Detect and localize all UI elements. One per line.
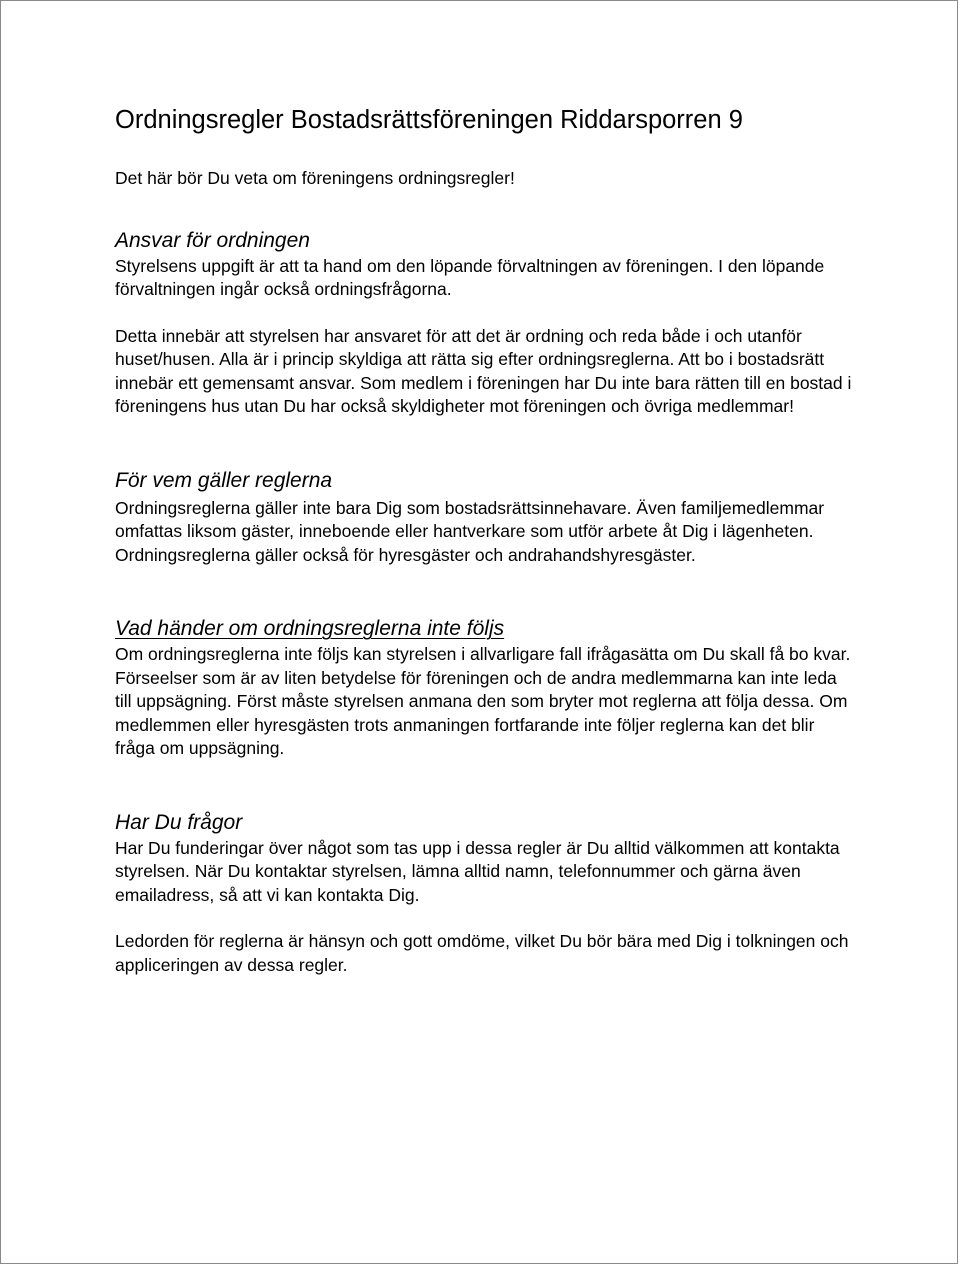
section-heading: Vad händer om ordningsreglerna inte följs	[115, 617, 505, 640]
section-paragraph: Styrelsens uppgift är att ta hand om den löpande förvaltningen av föreningen. I den löpande förvaltningen ingår också ordningsfrågorna.	[115, 255, 825, 299]
section-fragor	[115, 809, 855, 978]
section-paragraph: Detta innebär att styrelsen har ansvaret för att det är ordning och reda både i och utanför huset/husen. Alla är i princip skyldiga att rätta sig efter ordningsreglerna. Att bo i bostadsrätt innebär ett gemensamt ansvar. Som medlem i föreningen har Du inte bara rätten till en bostad i föreningens hus utan Du har också skyldigheter mot föreningen och övriga medlemmar!	[115, 325, 852, 416]
section-paragraph: Om ordningsreglerna inte följs kan styrelsen i allvarligare fall ifrågasätta om Du skall få bo kvar. Förseelser som är av liten betydelse för föreningen och de andra medlemmarna kan inte leda till uppsägning. Först måste styrelsen anmana den som bryter mot reglerna att följa dessa. Om medlemmen eller hyresgästen trots anmaningen fortfarande inte följer reglerna kan det blir fråga om uppsägning.	[115, 644, 851, 758]
section-paragraph: Ordningsreglerna gäller inte bara Dig som bostadsrättsinnehavare. Även familjemedlemmar omfattas liksom gäster, inneboende eller hantverkare som utför arbete åt Dig i lägenheten. Ordningsreglerna gäller också för hyresgäster och andrahandshyresgäster.	[115, 497, 825, 565]
intro-text: Det här bör Du veta om föreningens ordningsregler!	[115, 168, 515, 188]
section-for-vem	[115, 467, 855, 568]
document-title: Ordningsregler Bostadsrättsföreningen Riddarsporren 9	[115, 106, 743, 134]
document-content	[115, 103, 855, 977]
section-ansvar	[115, 227, 855, 419]
section-heading: Har Du frågor	[115, 810, 243, 834]
section-vad-hander	[115, 615, 855, 761]
section-heading: För vem gäller reglerna	[115, 468, 333, 492]
section-heading: Ansvar för ordningen	[115, 228, 310, 252]
section-paragraph: Ledorden för reglerna är hänsyn och gott omdöme, vilket Du bör bära med Dig i tolkningen och appliceringen av dessa regler.	[115, 931, 849, 975]
section-paragraph: Har Du funderingar över något som tas upp i dessa regler är Du alltid välkommen att kontakta styrelsen. När Du kontaktar styrelsen, lämna alltid namn, telefonnummer och gärna även emailadress, så att vi kan kontakta Dig.	[115, 837, 840, 905]
